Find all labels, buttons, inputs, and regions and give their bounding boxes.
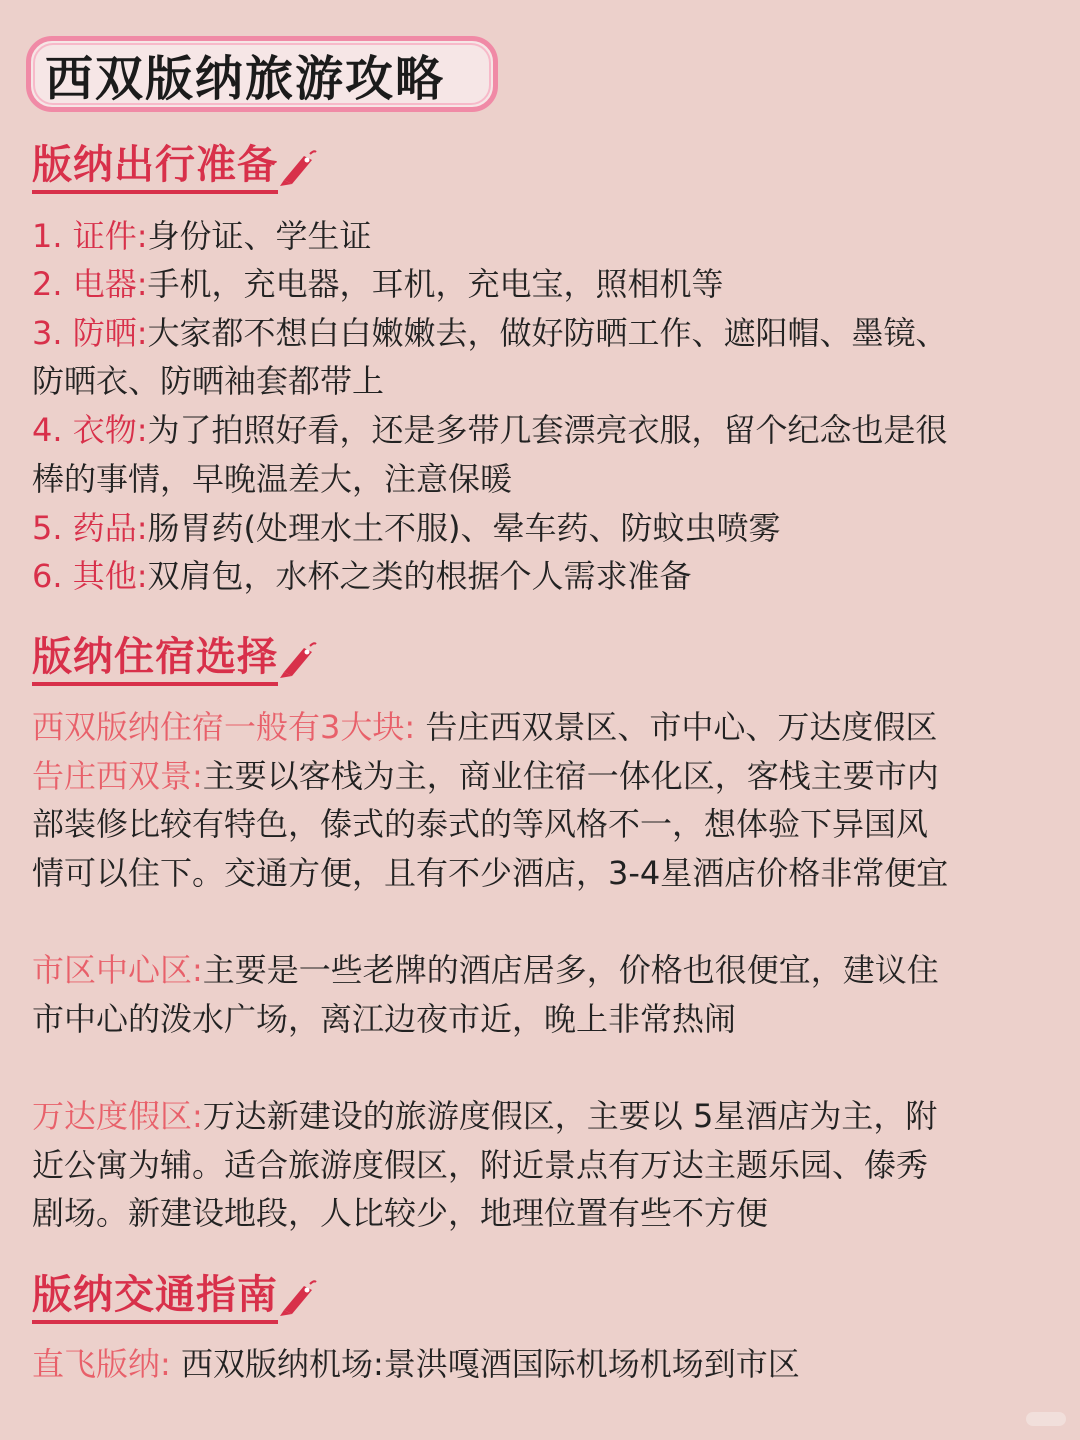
item-label: 2. 电器: [32, 265, 148, 303]
item-text: 西双版纳机场:景洪嘎酒国际机场机场到市区 [170, 1345, 800, 1383]
item-label: 4. 衣物: [32, 411, 148, 449]
area-label: 告庄西双景: [32, 757, 203, 795]
pen-tag-icon [274, 1276, 318, 1320]
list-item [32, 212, 1050, 260]
list-item [32, 504, 1050, 552]
item-text: 双肩包，水杯之类的根据个人需求准备 [147, 557, 692, 595]
list-item-continued: 棒的事情，早晚温差大，注意保暖 [32, 460, 513, 498]
list-item-continued: 防晒衣、防晒袖套都带上 [32, 362, 385, 400]
area-text: 主要以客栈为主，商业住宿一体化区，客栈主要市内 [202, 757, 939, 795]
area-text-line: 近公寓为辅。适合旅游度假区，附近景点有万达主题乐园、傣秀 [32, 1146, 929, 1184]
area-label: 万达度假区: [32, 1097, 203, 1135]
area-text-line: 情可以住下。交通方便，且有不少酒店，3-4星酒店价格非常便宜 [32, 854, 949, 892]
area-label: 市区中心区: [32, 951, 203, 989]
item-label: 1. 证件: [32, 217, 148, 255]
page-title: 西双版纳旅游攻略 [45, 50, 446, 107]
section-heading-text: 版纳交通指南 [32, 1270, 278, 1324]
lodging-intro [32, 703, 1050, 751]
area-text: 万达新建设的旅游度假区，主要以 5星酒店为主，附 [202, 1097, 938, 1135]
area-text-line: 剧场。新建设地段，人比较少，地理位置有些不方便 [32, 1194, 769, 1232]
lodging-area [32, 752, 1050, 800]
list-item [32, 260, 1050, 308]
title-box [26, 36, 498, 112]
pen-tag-icon [274, 638, 318, 682]
area-text: 主要是一些老牌的酒店居多，价格也很便宜，建议住 [202, 951, 939, 989]
item-text: 手机，充电器，耳机，充电宝，照相机等 [147, 265, 724, 303]
area-text-line: 部装修比较有特色，傣式的泰式的等风格不一，想体验下异国风 [32, 805, 929, 843]
list-item [32, 552, 1050, 600]
lodging-area [32, 1092, 1050, 1140]
item-text: 身份证、学生证 [147, 217, 372, 255]
section-heading-lodging [32, 630, 318, 686]
item-label: 5. 药品: [32, 509, 148, 547]
list-item [32, 309, 1050, 357]
item-text: 为了拍照好看，还是多带几套漂亮衣服，留个纪念也是很 [147, 411, 948, 449]
item-label: 6. 其他: [32, 557, 148, 595]
intro-text: 告庄西双景区、市中心、万达度假区 [415, 708, 938, 746]
section-heading-prep [32, 138, 318, 194]
item-text: 肠胃药(处理水土不服)、晕车药、防蚊虫喷雾 [147, 509, 781, 547]
section-heading-text: 版纳住宿选择 [32, 632, 278, 686]
section-heading-text: 版纳出行准备 [32, 140, 278, 194]
intro-label: 西双版纳住宿一般有3大块: [32, 708, 416, 746]
area-text-line: 市中心的泼水广场，离江边夜市近，晚上非常热闹 [32, 1000, 737, 1038]
section-heading-transport [32, 1268, 318, 1324]
lodging-area [32, 946, 1050, 994]
title-inner [33, 43, 491, 105]
item-label: 3. 防晒: [32, 314, 148, 352]
list-item [32, 406, 1050, 454]
list-item [32, 1340, 1050, 1388]
item-label: 直飞版纳: [32, 1345, 171, 1383]
pen-tag-icon [274, 146, 318, 190]
watermark [1026, 1412, 1066, 1426]
item-text: 大家都不想白白嫩嫩去，做好防晒工作、遮阳帽、墨镜、 [147, 314, 948, 352]
